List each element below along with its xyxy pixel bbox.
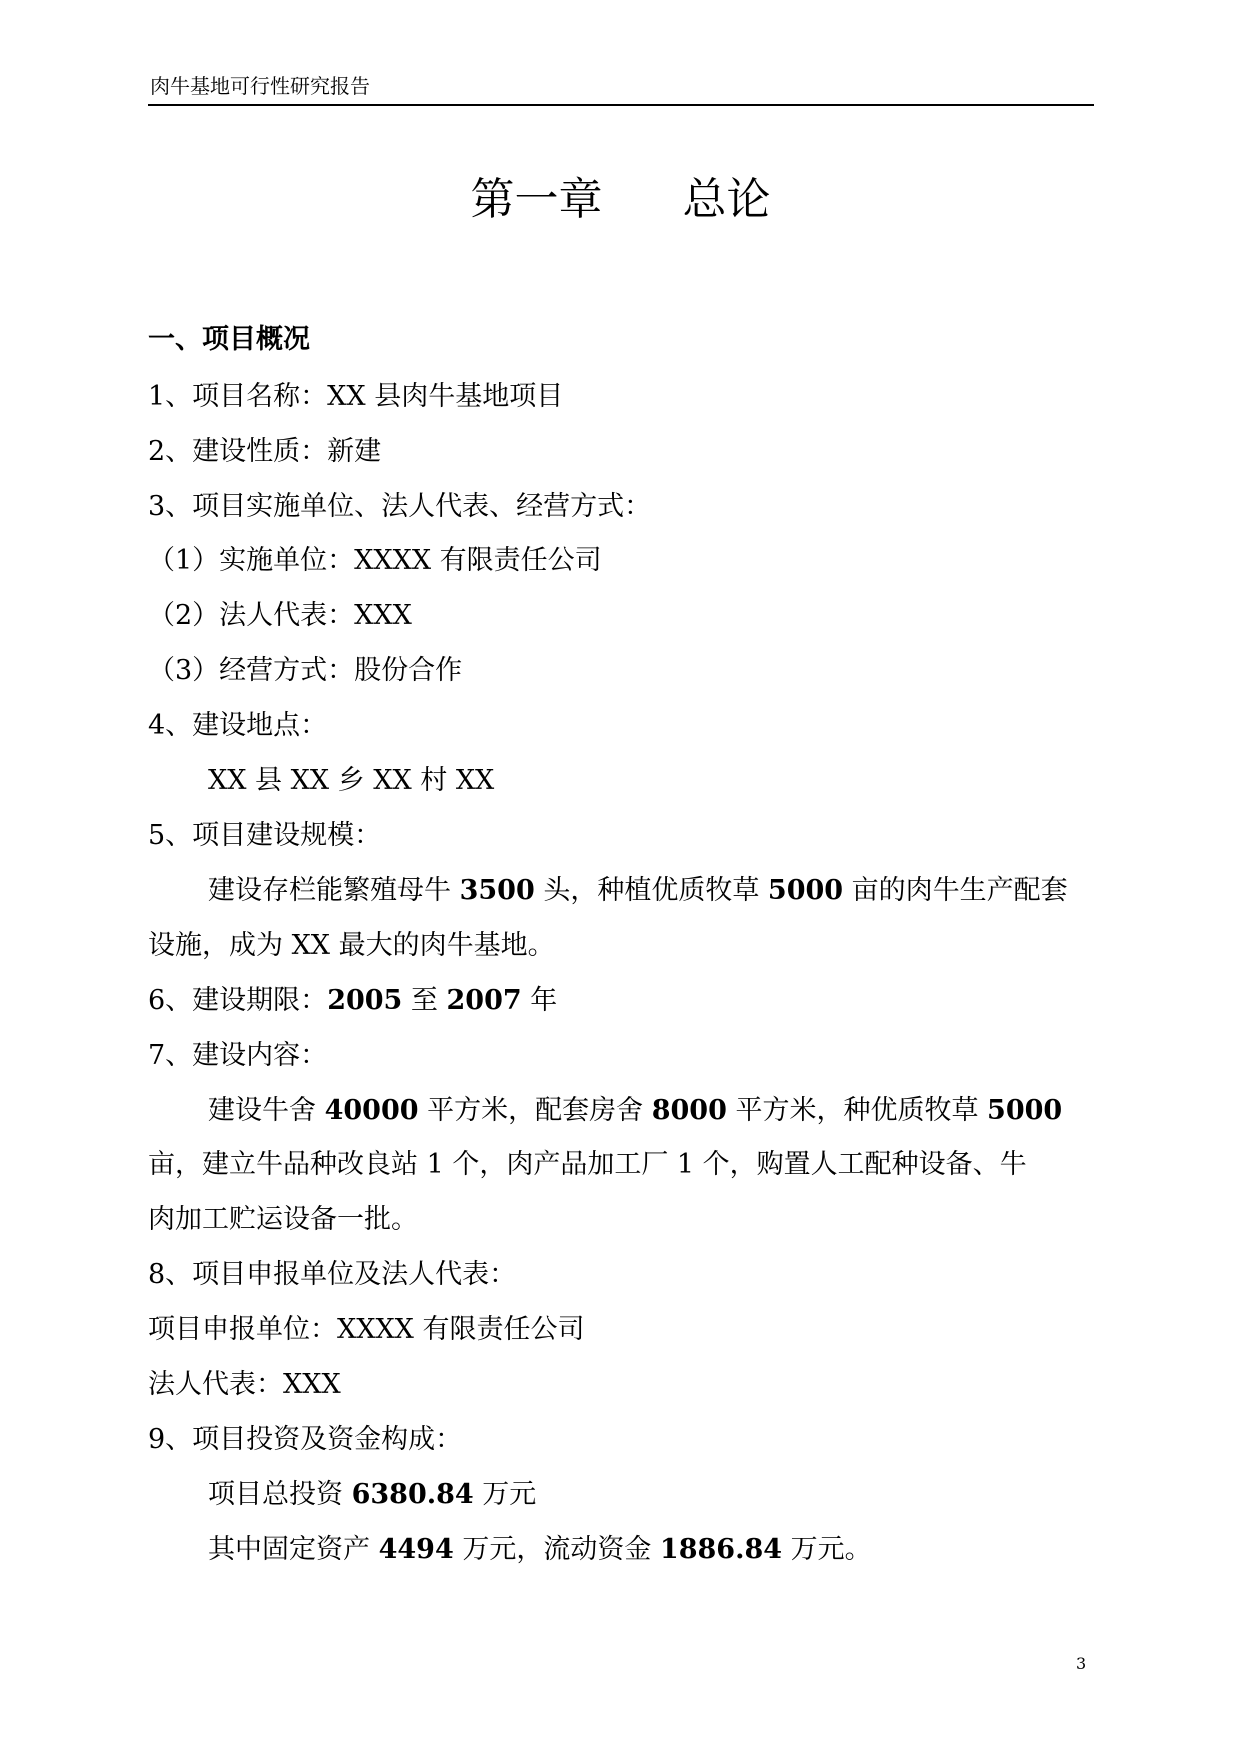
- item-5-paragraph-line-1: [208, 873, 1068, 909]
- item-1: 1、项目名称：XX 县肉牛基地项目: [148, 381, 564, 412]
- item-4-detail: XX 县 XX 乡 XX 村 XX: [208, 765, 495, 796]
- item-7-paragraph-line-3: 肉加工贮运设备一批。: [148, 1204, 418, 1235]
- housing-area: 8000: [651, 1095, 727, 1126]
- item-9: 9、项目投资及资金构成：: [148, 1424, 463, 1455]
- text-run: 至: [402, 985, 447, 1016]
- pasture-area: 5000: [767, 875, 844, 906]
- item-5: 5、项目建设规模：: [148, 820, 382, 851]
- text-run: 6、建设期限：: [148, 985, 328, 1016]
- text-run: 建设牛舍: [208, 1095, 325, 1126]
- header-rule: [148, 104, 1094, 106]
- item-4: 4、建设地点：: [148, 710, 328, 741]
- text-run: 平方米，种优质牧草: [726, 1095, 988, 1126]
- text-run: 万元。: [782, 1534, 872, 1565]
- item-8: 8、项目申报单位及法人代表：: [148, 1259, 517, 1290]
- page-number: 3: [1076, 1654, 1087, 1673]
- text-run: 平方米，配套房舍: [418, 1095, 652, 1126]
- text-run: 建设存栏能繁殖母牛: [208, 875, 460, 906]
- item-5-paragraph-line-2: 设施，成为 XX 最大的肉牛基地。: [148, 930, 555, 961]
- text-run: 年: [521, 985, 558, 1016]
- item-3-3: （3）经营方式：股份合作: [148, 655, 463, 686]
- text-run: 头，种植优质牧草: [534, 875, 768, 906]
- item-3-2: （2）法人代表：XXX: [148, 600, 412, 631]
- item-7-paragraph-line-2: 亩，建立牛品种改良站 1 个，肉产品加工厂 1 个，购置人工配种设备、牛: [148, 1149, 1027, 1180]
- total-investment-value: 6380.84: [351, 1479, 474, 1510]
- text-run: 项目总投资: [208, 1479, 352, 1510]
- barn-area: 40000: [324, 1095, 419, 1126]
- item-3: 3、项目实施单位、法人代表、经营方式：: [148, 491, 652, 522]
- text-run: 亩的肉牛生产配套: [843, 875, 1068, 906]
- item-9-total-investment: [208, 1477, 536, 1513]
- chapter-title: [0, 172, 1241, 228]
- forage-area: 5000: [987, 1095, 1063, 1126]
- item-8-unit: 项目申报单位：XXXX 有限责任公司: [148, 1314, 585, 1345]
- text-run: 万元: [473, 1479, 537, 1510]
- item-2: 2、建设性质：新建: [148, 436, 382, 467]
- item-7: 7、建设内容：: [148, 1040, 328, 1071]
- chapter-name: 总论: [682, 174, 771, 225]
- fixed-assets-value: 4494: [378, 1534, 454, 1565]
- text-run: 万元，流动资金: [453, 1534, 660, 1565]
- cow-count: 3500: [459, 875, 535, 906]
- item-7-paragraph-line-1: [208, 1093, 1062, 1129]
- working-capital-value: 1886.84: [659, 1534, 783, 1565]
- item-3-1: （1）实施单位：XXXX 有限责任公司: [148, 545, 602, 576]
- running-header: 肉牛基地可行性研究报告: [150, 74, 370, 98]
- text-run: 其中固定资产: [208, 1534, 379, 1565]
- item-9-breakdown: [208, 1532, 872, 1568]
- section-heading: 一、项目概况: [148, 324, 310, 355]
- item-6: [148, 983, 557, 1019]
- chapter-number: 第一章: [470, 174, 603, 225]
- start-year: 2005: [327, 985, 403, 1016]
- item-8-representative: 法人代表：XXX: [148, 1369, 341, 1400]
- end-year: 2007: [446, 985, 522, 1016]
